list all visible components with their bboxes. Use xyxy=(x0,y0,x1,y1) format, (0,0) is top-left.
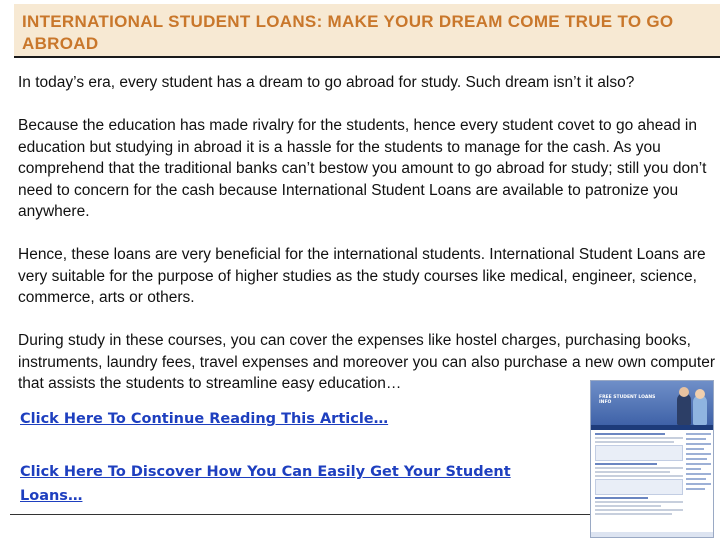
thumbnail-sidebar xyxy=(686,433,711,493)
website-thumbnail[interactable] xyxy=(590,380,714,538)
slide-title-bar xyxy=(14,4,720,58)
article-paragraph-4: During study in these courses, you can cover the expenses like hostel charges, purchasing books, instruments, laundry fees, travel expenses and moreover you can also purchase a new own computer that assists the students to streamline easy education… xyxy=(18,332,716,392)
students-image-icon xyxy=(675,385,711,425)
thumbnail-header xyxy=(591,381,714,425)
discover-student-loans-link[interactable]: Click Here To Discover How You Can Easily Get Your Student Loans… xyxy=(20,464,511,504)
thumbnail-header-title: FREE STUDENT LOANS INFO xyxy=(599,395,656,405)
article-paragraph-3: Hence, these loans are very beneficial for the international students. International Student Loans are very suitable for the purpose of higher studies as the study courses like medical, engineer, science, commerce, arts or others. xyxy=(18,246,706,306)
article-paragraph-2: Because the education has made rivalry for the students, hence every student covet to go ahead in education but studying in abroad it is a hassle for the students to manage for the cash. As you comprehend that the traditional banks can’t bestow you amount to go abroad for study; still you don’t need to concern for the cash because International Student Loans are available to patronize you anywhere. xyxy=(18,117,707,220)
thumbnail-footer xyxy=(591,532,714,537)
article-paragraph-1: In today’s era, every student has a dream to go abroad for study. Such dream isn’t it also? xyxy=(18,74,635,91)
continue-reading-link[interactable]: Click Here To Continue Reading This Article… xyxy=(20,411,389,427)
thumbnail-content xyxy=(595,433,683,517)
bottom-divider xyxy=(10,514,590,515)
thumbnail-nav-bar xyxy=(591,425,714,430)
slide-title: INTERNATIONAL STUDENT LOANS: MAKE YOUR DREAM COME TRUE TO GO ABROAD xyxy=(22,12,674,53)
article-body xyxy=(18,72,718,416)
